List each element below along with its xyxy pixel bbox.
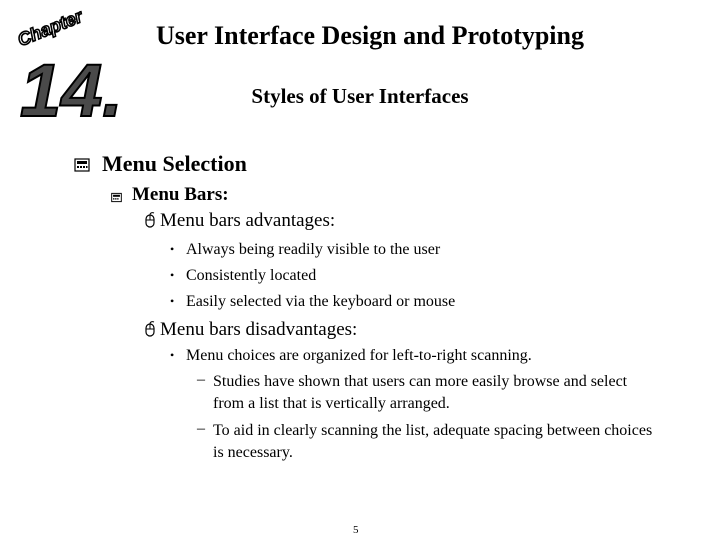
logo-word bbox=[15, 6, 86, 50]
list-item: Menu choices are organized for left-to-right scanning. bbox=[186, 347, 532, 364]
chapter-14-logo bbox=[0, 0, 123, 132]
dot-bullet: • bbox=[170, 268, 175, 282]
slide-title: User Interface Design and Prototyping bbox=[155, 21, 584, 50]
disadvantages-label: Menu bars disadvantages: bbox=[160, 319, 358, 340]
page-number: 5 bbox=[353, 524, 359, 536]
dash-bullet: – bbox=[197, 371, 205, 388]
list-item: Consistently located bbox=[186, 267, 317, 284]
svg-text:Chapter: Chapter bbox=[14, 6, 86, 51]
dot-bullet: • bbox=[170, 242, 175, 256]
keyboard-bullet-icon bbox=[74, 158, 90, 172]
keyboard-bullet-icon bbox=[111, 192, 122, 203]
sub-list-item: To aid in clearly scanning the list, adequate spacing between choices is necessary. bbox=[213, 422, 653, 461]
list-item: Easily selected via the keyboard or mouse bbox=[186, 293, 456, 310]
mouse-bullet-icon bbox=[144, 321, 156, 337]
dash-bullet: – bbox=[197, 420, 205, 437]
dot-bullet: • bbox=[170, 294, 175, 308]
advantages-label: Menu bars advantages: bbox=[160, 210, 336, 231]
dot-bullet: • bbox=[170, 348, 175, 362]
heading-menu-selection: Menu Selection bbox=[102, 151, 247, 176]
sub-list-item: Studies have shown that users can more easily browse and select from a list that is vertically arranged. bbox=[213, 373, 628, 412]
subheading-menu-bars: Menu Bars: bbox=[132, 184, 229, 205]
logo-number bbox=[20, 49, 123, 132]
mouse-bullet-icon bbox=[144, 212, 156, 228]
slide-subtitle: Styles of User Interfaces bbox=[251, 84, 469, 108]
list-item: Always being readily visible to the user bbox=[186, 241, 441, 258]
svg-text:14.: 14. bbox=[20, 49, 123, 132]
